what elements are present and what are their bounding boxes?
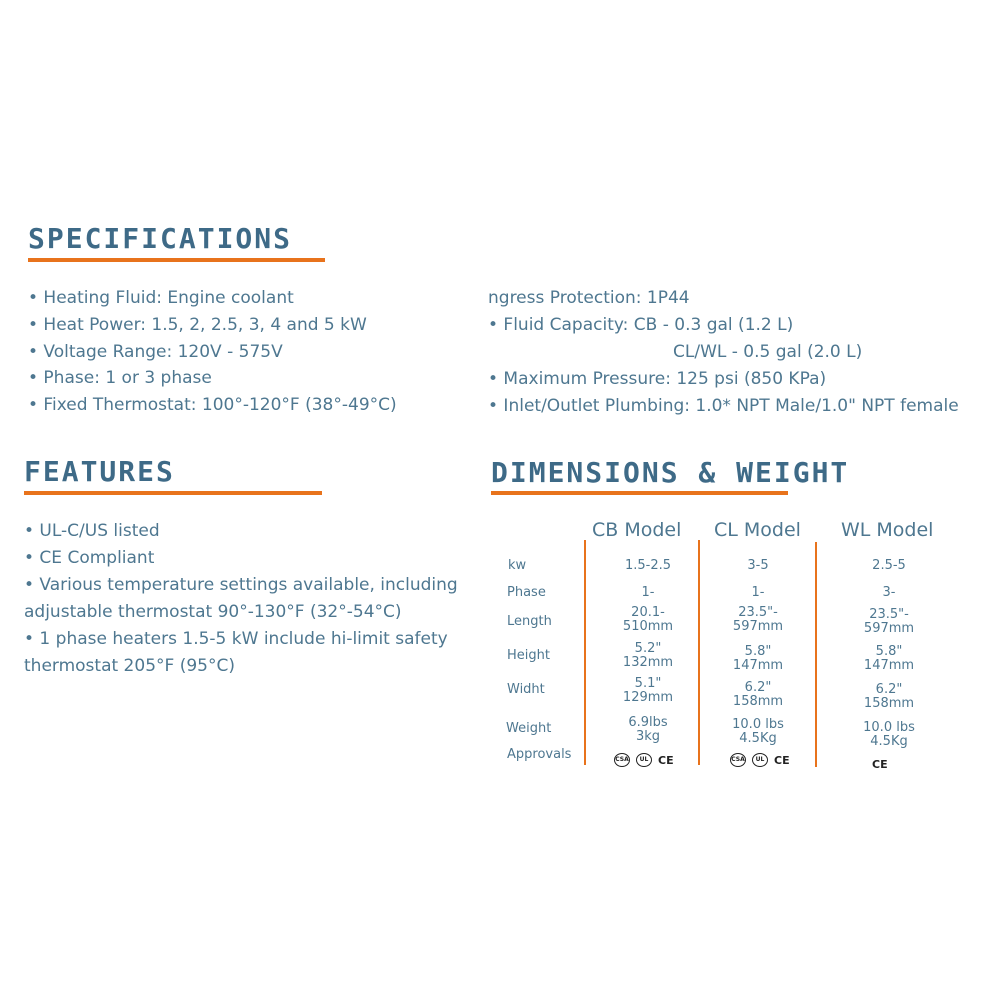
ce-mark-icon: CE [774, 753, 790, 767]
feature-line-5: • 1 phase heaters 1.5-5 kW include hi-limit safety [24, 629, 448, 649]
cell-cl-length [718, 606, 798, 634]
ce-mark-icon: CE [872, 758, 888, 771]
feature-line-6: thermostat 205°F (95°C) [24, 656, 235, 676]
row-label-phase: Phase [507, 585, 546, 600]
csa-cert-icon: CSA [730, 753, 746, 767]
spec-right-1: ngress Protection: 1P44 [488, 288, 690, 308]
spec-left-1: • Heating Fluid: Engine coolant [28, 288, 294, 308]
cell-wl-height [849, 645, 929, 673]
cell-cl-height-a: 5.8" [744, 644, 772, 659]
row-label-kw: kw [508, 558, 527, 573]
row-label-weight: Weight [506, 721, 552, 736]
row-label-width: Widht [507, 682, 545, 697]
row-label-length: Length [507, 614, 552, 629]
cell-cb-length-a: 20.1- [631, 605, 665, 620]
csa-cert-icon: CSA [614, 753, 630, 767]
cell-cb-width [608, 677, 688, 705]
cell-cb-weight-a: 6.9lbs [628, 715, 668, 730]
cell-cb-phase: 1- [641, 585, 655, 600]
ce-mark-icon: CE [658, 753, 674, 767]
model-header-cb: CB Model [592, 519, 682, 541]
cell-wl-kw: 2.5-5 [872, 558, 906, 573]
cell-wl-width-b: 158mm [863, 696, 915, 711]
cell-cl-weight-b: 4.5Kg [739, 731, 777, 746]
cell-cb-width-b: 129mm [622, 690, 674, 705]
spec-right-3: CL/WL - 0.5 gal (2.0 L) [673, 342, 863, 362]
spec-left-4: • Phase: 1 or 3 phase [28, 368, 212, 388]
model-header-cl: CL Model [714, 519, 801, 541]
spec-left-3: • Voltage Range: 120V - 575V [28, 342, 283, 362]
cell-wl-weight-a: 10.0 lbs [863, 720, 915, 735]
cell-cl-width-b: 158mm [732, 694, 784, 709]
cell-cl-weight-a: 10.0 lbs [732, 717, 784, 732]
specifications-underline [28, 258, 325, 262]
model-header-wl: WL Model [841, 519, 934, 541]
cell-wl-weight-b: 4.5Kg [870, 734, 908, 749]
cell-cl-height [718, 645, 798, 673]
cell-cl-height-b: 147mm [732, 658, 784, 673]
spec-right-2: • Fluid Capacity: CB - 0.3 gal (1.2 L) [488, 315, 794, 335]
approvals-cl [730, 753, 790, 767]
cell-wl-height-b: 147mm [863, 658, 915, 673]
ul-cert-icon: UL [752, 753, 768, 767]
cell-cb-kw: 1.5-2.5 [624, 558, 672, 573]
features-heading: FEATURES [24, 455, 175, 488]
specifications-heading: SPECIFICATIONS [28, 222, 293, 255]
feature-line-3: • Various temperature settings available, including [24, 575, 458, 595]
cell-cl-phase: 1- [751, 585, 765, 600]
cell-cb-length [608, 606, 688, 634]
column-divider-3 [815, 542, 817, 767]
cell-cb-height-a: 5.2" [634, 641, 662, 656]
feature-line-2: • CE Compliant [24, 548, 155, 568]
cell-cb-height [608, 642, 688, 670]
column-divider-1 [584, 540, 586, 765]
spec-right-5: • Inlet/Outlet Plumbing: 1.0* NPT Male/1.0" NPT female [488, 396, 959, 416]
cell-wl-length [849, 608, 929, 636]
cell-wl-width-a: 6.2" [875, 682, 903, 697]
dimensions-underline [491, 491, 788, 495]
ul-cert-icon: UL [636, 753, 652, 767]
cell-cb-height-b: 132mm [622, 655, 674, 670]
cell-wl-weight [849, 721, 929, 749]
features-underline [24, 491, 322, 495]
feature-line-4: adjustable thermostat 90°-130°F (32°-54°C) [24, 602, 402, 622]
cell-wl-length-a: 23.5"- [869, 607, 909, 622]
row-label-height: Height [507, 648, 550, 663]
cell-wl-height-a: 5.8" [875, 644, 903, 659]
cell-cb-width-a: 5.1" [634, 676, 662, 691]
approvals-cb [614, 753, 674, 767]
cell-cl-length-b: 597mm [732, 619, 784, 634]
approvals-wl [872, 758, 888, 771]
cell-cl-kw: 3-5 [747, 558, 769, 573]
cell-wl-length-b: 597mm [863, 621, 915, 636]
cell-cl-width-a: 6.2" [744, 680, 772, 695]
column-divider-2 [698, 540, 700, 765]
cell-cb-weight-b: 3kg [635, 729, 661, 744]
cell-wl-phase: 3- [882, 585, 896, 600]
cell-cb-weight [608, 716, 688, 744]
spec-left-2: • Heat Power: 1.5, 2, 2.5, 3, 4 and 5 kW [28, 315, 367, 335]
cell-cl-length-a: 23.5"- [738, 605, 778, 620]
feature-line-1: • UL-C/US listed [24, 521, 160, 541]
spec-left-5: • Fixed Thermostat: 100°-120°F (38°-49°C) [28, 395, 397, 415]
cell-cl-weight [718, 718, 798, 746]
cell-cb-length-b: 510mm [622, 619, 674, 634]
cell-wl-width [849, 683, 929, 711]
cell-cl-width [718, 681, 798, 709]
dimensions-heading: DIMENSIONS & WEIGHT [491, 456, 850, 489]
spec-right-4: • Maximum Pressure: 125 psi (850 KPa) [488, 369, 827, 389]
row-label-approvals: Approvals [507, 747, 572, 762]
